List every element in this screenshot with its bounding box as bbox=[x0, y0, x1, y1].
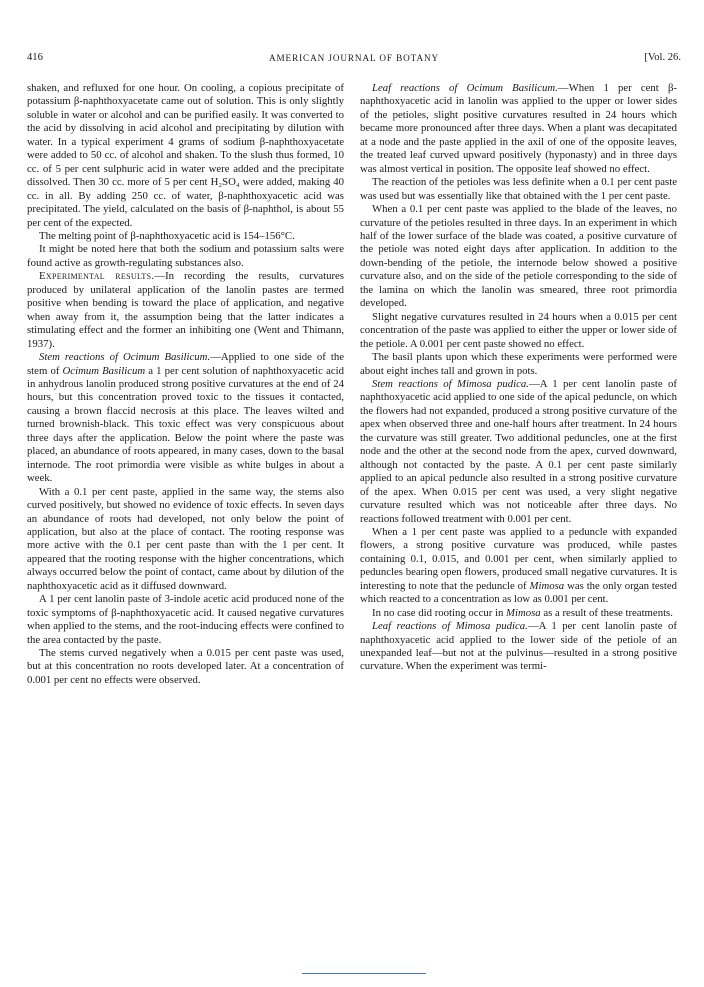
paragraph bbox=[360, 620, 677, 674]
paragraph: The basil plants upon which these experiments were performed were about eight inches tall and grown in pots. bbox=[360, 351, 677, 377]
paragraph bbox=[360, 378, 677, 526]
right-column bbox=[360, 82, 677, 674]
paragraph-text: was the only organ tested which reacted to a concentration as low as 0.001 per cent. bbox=[360, 579, 677, 606]
running-header bbox=[27, 50, 681, 66]
paragraph-text: In no case did rooting occur in bbox=[372, 606, 507, 619]
paragraph bbox=[360, 607, 677, 620]
footer-rule bbox=[302, 973, 426, 974]
paragraph: shaken, and refluxed for one hour. On cooling, a copious precipitate of potassium β-naphthoxyacetate came out of solution. This is only slightly soluble in water or alcohol and can be purified easily. It was converted to the acid by dissolving in acid alcohol and precipitating by dilution with water. In a typical experiment 4 grams of sodium β-naphthoxyacetate were added to 50 cc. of alcohol and shaken. To the slush thus formed, 10 cc. of 5 per cent sulphuric acid in water were added and the precipitate dissolved. Then 30 cc. more of 5 per cent H₂SO₄ were added, making 40 cc. in all. By adding 250 cc. of water, β-naphthoxyacetic acid was precipitated. The yield, calculated on the basis of β-naphthol, is about 55 per cent of the expected. bbox=[27, 82, 344, 229]
paragraph-text: —Applied to one side of the stem of bbox=[27, 351, 345, 377]
paragraph-text: —A 1 per cent lanolin paste of naphthoxyacetic acid applied to one side of the apical peduncle, on which the flowers had not expanded, produced a strong positive curvature of the apex when observed three and one-half hours after treatment. In 24 hours the curvature was still greater. Two additional peduncles, one at the first node and the other at the second node from the apex, curved downward, although not contacted by the paste. A 0.1 per cent paste similarly applied to an apical peduncle also resulted in a strong positive curvature of the apex. When 0.015 per cent was used, a very slight negative curvature resulted which was not noticeable after three days. No reactions followed treatment with 0.001 per cent. bbox=[360, 377, 678, 525]
paragraph-text: as a result of these treatments. bbox=[540, 606, 673, 619]
paragraph: With a 0.1 per cent paste, applied in the same way, the stems also curved positively, but showed no evidence of toxic effects. In seven days an abundance of roots had developed, not only below the point of application, but also at the place of contact. The rooting response was more active with the 0.1 per cent paste than with the 1 per cent. It appeared that the rooting response with the higher concentrations, which always occurred below the point of contact, came about by dilution of the naphthoxyacetic acid as it diffused downward. bbox=[27, 485, 344, 592]
paragraph-text: a 1 per cent solution of naphthoxyacetic acid in anhydrous lanolin produced strong positive curvatures at the end of 24 hours, but this concentration proved toxic to the tissues it contacted, causing a brown flaccid necrosis at this place. The leaves wilted and turned brownish-black. This toxic effect was very conspicuous about three days after the application. Below the point where the paste was placed, an abundance of roots appeared, in many cases, down to the basal internode. The root primordia were visible as white bulges in about a week. bbox=[27, 364, 344, 485]
paragraph-text: —A 1 per cent lanolin paste of naphthoxyacetic acid applied to the lower side of the petiole of an unexpanded leaf—but not at the pulvinus—resulted in a strong positive curvature. When the experiment was termi- bbox=[360, 620, 677, 673]
paragraph: The stems curved negatively when a 0.015 per cent paste was used, but at this concentration no roots developed later. At a concentration of 0.001 per cent no effects were observed. bbox=[27, 647, 344, 686]
paragraph: The reaction of the petioles was less definite when a 0.1 per cent paste was used but was essentially like that obtained with the 1 per cent paste. bbox=[360, 176, 677, 202]
paragraph: It might be noted here that both the sodium and potassium salts were found active as growth-regulating substances also. bbox=[27, 243, 344, 269]
paragraph bbox=[27, 351, 344, 486]
paragraph bbox=[360, 526, 677, 607]
paragraph-text: —In recording the results, curvatures produced by unilateral application of the lanolin pastes are termed positive when bending is toward the place of application, and negative when away from it, the assumption being that the latter indicates a stimulating effect and the former an inhibiting one (Went and Thimann, 1937). bbox=[27, 270, 344, 350]
section-heading: Leaf reactions of Ocimum Basilicum. bbox=[372, 82, 558, 94]
paragraph: A 1 per cent lanolin paste of 3-indole acetic acid produced none of the toxic symptoms of β-naphthoxyacetic acid. It caused negative curvatures when applied to the stems, and the root-inducing effects were confined to the area contacted by the paste. bbox=[27, 593, 344, 646]
paragraph: The melting point of β-naphthoxyacetic acid is 154–156°C. bbox=[39, 229, 295, 242]
paragraph bbox=[27, 270, 344, 351]
paragraph: When a 0.1 per cent paste was applied to the blade of the leaves, no curvature of the petioles resulted in three days. In an experiment in which half of the lower surface of the blade was coated, a positive curvature of the petiole was noted eight days after application. In addition to the down-bending of the petiole, the internode below showed a positive curvature also, and on the side of the petiole corresponding to the side of the lamina on which the lanolin was smeared, three root primordia developed. bbox=[360, 203, 677, 310]
paragraph-text: When a 1 per cent paste was applied to a peduncle with expanded flowers, a strong positive curvature was produced, while pastes containing 0.1, 0.015, and 0.001 per cent, when similarly applied to peduncles bearing open flowers, produced small negative curvatures. It is interesting to note that the peduncle of bbox=[360, 525, 677, 592]
section-heading: Stem reactions of Mimosa pudica. bbox=[372, 377, 529, 390]
section-heading: Experimental results. bbox=[39, 270, 155, 283]
left-column bbox=[27, 82, 344, 687]
species-name: Mimosa bbox=[529, 579, 565, 592]
journal-title: AMERICAN JOURNAL OF BOTANY bbox=[268, 53, 440, 63]
page-number: 416 bbox=[27, 52, 43, 63]
paragraph: Slight negative curvatures resulted in 24 hours when a 0.015 per cent concentration of the paste was applied to either the upper or lower side of the petiole. A 0.001 per cent paste showed no effect. bbox=[360, 310, 677, 350]
paragraph bbox=[360, 82, 677, 176]
paragraph-text: —When 1 per cent β-naphthoxyacetic acid in lanolin was applied to the upper or lower sides of the petioles, slight positive curvatures resulted in 24 hours which became more pronounced after three days. When a plant was decapitated at a node and the paste applied in the axil of one of the opposite leaves, the treated leaf curved upward positively (hyponasty) and in three days was almost vertical in position. The opposite leaf showed no effect. bbox=[360, 82, 677, 175]
volume-label: [Vol. 26. bbox=[644, 52, 681, 63]
section-heading: Leaf reactions of Mimosa pudica. bbox=[372, 620, 528, 633]
species-name: Ocimum Basilicum bbox=[62, 364, 146, 377]
section-heading: Stem reactions of Ocimum Basilicum. bbox=[39, 351, 211, 364]
species-name: Mimosa bbox=[506, 606, 541, 619]
